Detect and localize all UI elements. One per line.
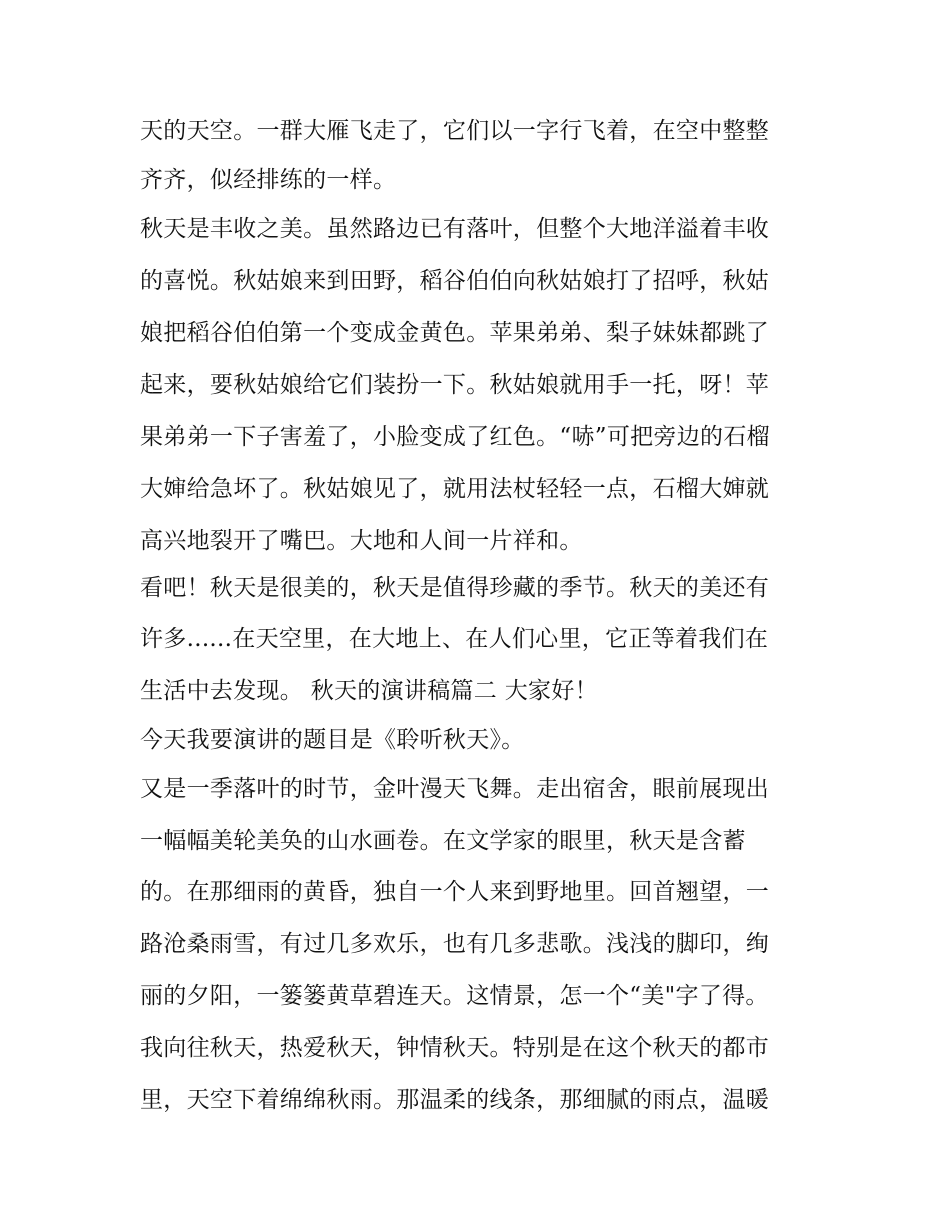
text-line: 又是一季落叶的时节，金叶漫天飞舞。走出宿舍，眼前展现出 (140, 776, 770, 802)
text-line: 果弟弟一下子害羞了，小脸变成了红色。“哧”可把旁边的石榴 (140, 424, 770, 450)
text-line: 许多......在天空里，在大地上、在人们心里，它正等着我们在 (140, 626, 769, 652)
text-line: 高兴地裂开了嘴巴。大地和人间一片祥和。 (140, 528, 583, 554)
text-line: 路沧桑雨雪，有过几多欢乐，也有几多悲歌。浅浅的脚印，绚 (140, 931, 770, 957)
text-line: 天的天空。一群大雁飞走了，它们以一字行飞着，在空中整整 (140, 118, 770, 144)
text-line: 今天我要演讲的题目是《聆听秋天》。 (140, 727, 525, 753)
text-line: 的。在那细雨的黄昏，独自一个人来到野地里。回首翘望，一 (140, 879, 770, 905)
text-line: 娘把稻谷伯伯第一个变成金黄色。苹果弟弟、梨子妹妹都跳了 (140, 320, 770, 346)
text-line: 丽的夕阳，一篓篓黄草碧连天。这情景，怎一个“美"字了得。 (140, 983, 769, 1009)
text-line: 一幅幅美轮美奂的山水画卷。在文学家的眼里，秋天是含蓄 (140, 828, 746, 854)
text-line: 大婶给急坏了。秋姑娘见了，就用法杖轻轻一点，石榴大婶就 (140, 476, 770, 502)
text-line: 我向往秋天，热爱秋天，钟情秋天。特别是在这个秋天的都市 (140, 1035, 770, 1061)
text-line: 秋天是丰收之美。虽然路边已有落叶，但整个大地洋溢着丰收 (140, 216, 770, 242)
text-line: 看吧！秋天是很美的，秋天是值得珍藏的季节。秋天的美还有 (140, 575, 770, 601)
text-line: 里，天空下着绵绵秋雨。那温柔的线条，那细腻的雨点，温暖 (140, 1087, 770, 1113)
text-line: 齐齐，似经排练的一样。 (140, 167, 397, 193)
text-line: 的喜悦。秋姑娘来到田野，稻谷伯伯向秋姑娘打了招呼，秋姑 (140, 268, 770, 294)
text-line: 生活中去发现。 秋天的演讲稿篇二 大家好！ (140, 678, 598, 704)
text-line: 起来，要秋姑娘给它们装扮一下。秋姑娘就用手一托，呀！苹 (140, 372, 770, 398)
